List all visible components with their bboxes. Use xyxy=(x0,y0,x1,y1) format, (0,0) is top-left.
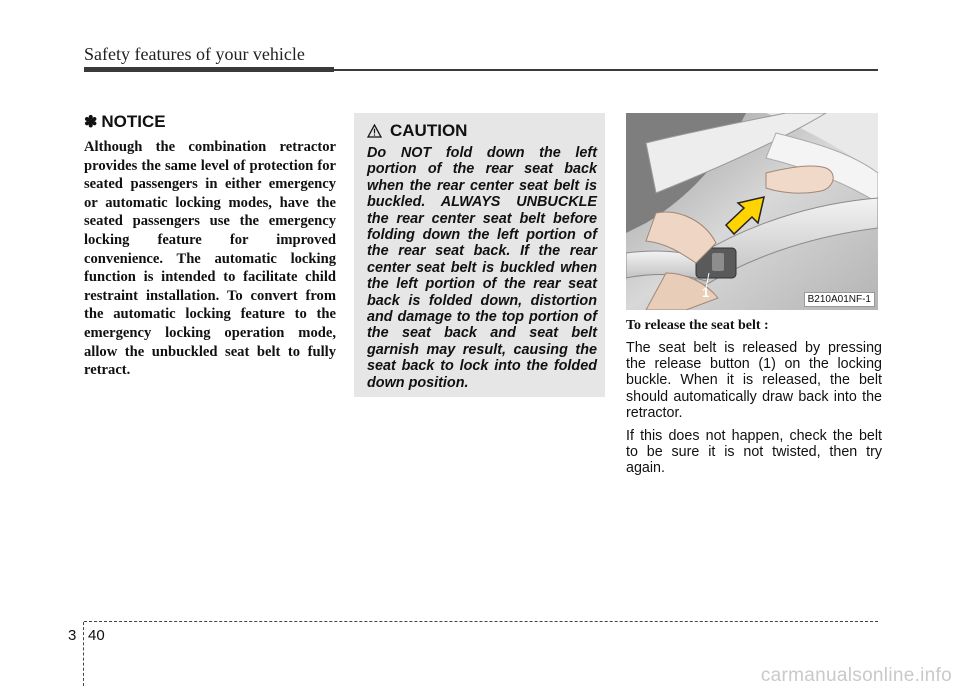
figure-code: B210A01NF-1 xyxy=(804,292,875,307)
notice-heading-text: NOTICE xyxy=(101,112,166,131)
release-paragraph: If this does not happen, check the belt to be sure it is not twisted, then try again. xyxy=(626,428,882,477)
caution-body: Do NOT fold down the left portion of the rear seat back when the rear center seat belt is buckled. ALWAYS UNBUCKLE the rear center seat belt before folding down the left portion of the rear seat back. If the rear center seat belt is buckled when the left portion of the rear seat back is folded down, distortion and damage to the top portion of the seat back and seat belt garnish may result, causing the seat back to lock into the folded down position. xyxy=(367,145,597,391)
watermark: carmanualsonline.info xyxy=(760,665,952,686)
notice-section xyxy=(84,112,336,380)
release-heading: To release the seat belt : xyxy=(626,318,769,333)
header-rule-thin xyxy=(334,69,878,71)
notice-star-icon: ✽ xyxy=(84,114,98,131)
figure-callout-number: 1 xyxy=(702,285,710,300)
notice-heading xyxy=(84,112,336,132)
footer-rule xyxy=(84,621,878,622)
header-rule-thick xyxy=(84,67,334,72)
warning-triangle-icon xyxy=(367,124,382,138)
caution-heading xyxy=(367,121,597,141)
release-paragraph: The seat belt is released by pressing the release button (1) on the locking buckle. When it is released, the belt should automatically draw back into the retractor. xyxy=(626,340,882,421)
seat-belt-illustration xyxy=(626,113,878,310)
release-section xyxy=(626,318,882,484)
caution-box xyxy=(354,113,605,397)
caution-heading-text: CAUTION xyxy=(390,121,468,140)
footer-vertical-rule xyxy=(83,622,84,686)
page-chapter-number: 3 xyxy=(68,627,77,644)
page-number: 40 xyxy=(88,627,105,644)
notice-body: Although the combination retractor provides the same level of protection for seated passengers in either emergency or automatic locking modes, have the seated passengers use the emergency locking feature for improved convenience. The automatic locking function is intended to facilitate child restraint installation. To convert from the automatic locking feature to the emergency locking operation mode, allow the unbuckled seat belt to fully retract. xyxy=(84,139,336,379)
page-header-title: Safety features of your vehicle xyxy=(84,44,305,64)
seat-belt-figure xyxy=(626,113,878,310)
